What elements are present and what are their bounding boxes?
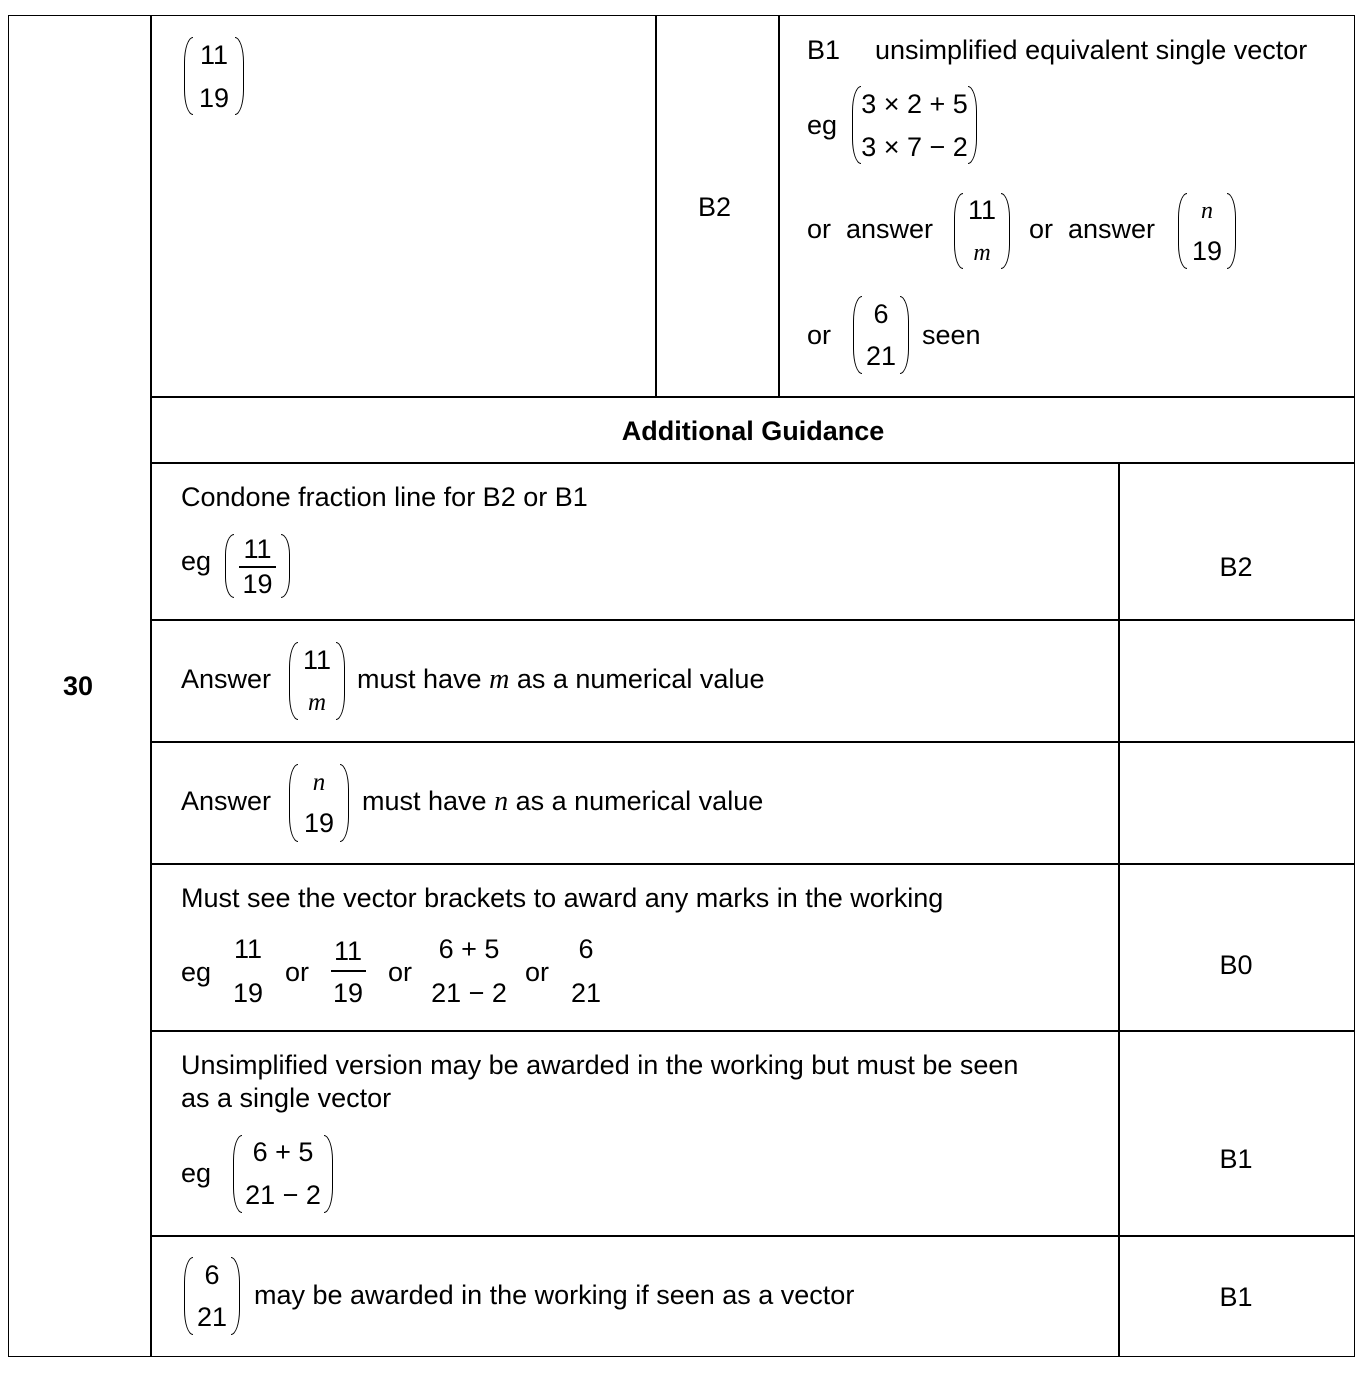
- guidance-5-text-line2: as a single vector: [181, 1083, 392, 1113]
- guidance-5-vector-top: 6 + 5: [252, 1137, 314, 1167]
- divider: [150, 1235, 1355, 1237]
- guidance-3-vector: [289, 764, 349, 842]
- guidance-6-vector-bottom: 21: [196, 1302, 228, 1332]
- or-3: or: [525, 957, 550, 987]
- or-answer-label: or answer: [807, 214, 934, 244]
- divider: [150, 396, 1355, 398]
- guidance-3-suffix-a: must have: [362, 786, 487, 816]
- alt-vector-6-21-top: 6: [873, 299, 889, 329]
- guidance-2-vector: [289, 642, 345, 720]
- ex4-top: 6: [578, 934, 594, 964]
- ex3-bottom: 21 − 2: [431, 978, 507, 1008]
- divider: [150, 1030, 1355, 1032]
- or-label: or: [807, 320, 832, 350]
- guidance-3-vector-bottom: 19: [303, 808, 335, 838]
- alt-vector-m-top: 11: [967, 195, 997, 225]
- guidance-3-suffix-b: as a numerical value: [515, 786, 764, 816]
- alt-vector-n-bottom: 19: [1191, 236, 1223, 266]
- or-1: or: [285, 957, 310, 987]
- guidance-3-prefix: Answer: [181, 786, 272, 816]
- guidance-2-suffix-b: as a numerical value: [516, 664, 765, 694]
- guidance-2-vector-top: 11: [302, 645, 332, 675]
- divider: [150, 863, 1355, 865]
- guidance-5-vector: [233, 1135, 333, 1213]
- guidance-5-mark: B1: [1219, 1144, 1253, 1174]
- guidance-1-eg: eg: [181, 546, 212, 576]
- guidance-3-suffix: [362, 788, 763, 816]
- mark-cell: B2: [698, 192, 732, 222]
- ex1-bottom: 19: [232, 978, 264, 1008]
- ex1-top: 11: [233, 934, 263, 964]
- answer-top: 11: [199, 40, 229, 70]
- or-answer-label: or answer: [1029, 214, 1156, 244]
- divider: [655, 15, 657, 397]
- b1-description: unsimplified equivalent single vector: [875, 35, 1308, 65]
- guidance-1-mark: B2: [1219, 552, 1253, 582]
- guidance-header: Additional Guidance: [621, 416, 885, 446]
- guidance-4-mark: B0: [1219, 950, 1253, 980]
- divider: [778, 15, 780, 397]
- guidance-3-vector-top: n: [312, 769, 326, 796]
- or-2: or: [388, 957, 413, 987]
- b1-eg-label: eg: [807, 110, 838, 140]
- divider: [150, 619, 1355, 621]
- ex2-bottom: 19: [332, 978, 364, 1008]
- divider: [150, 741, 1355, 743]
- ex2-fraction-line: [331, 970, 366, 972]
- answer-vector: [184, 37, 244, 115]
- guidance-5-vector-bottom: 21 − 2: [245, 1180, 321, 1210]
- divider: [150, 462, 1355, 464]
- guidance-6-mark: B1: [1219, 1282, 1253, 1312]
- guidance-2-var: m: [489, 664, 510, 695]
- fraction-line: [239, 566, 276, 568]
- b1-eg-bottom: 3 × 7 − 2: [861, 132, 968, 162]
- guidance-6-vector: [184, 1257, 240, 1335]
- ex4-bottom: 21: [570, 978, 602, 1008]
- ex3-top: 6 + 5: [438, 934, 500, 964]
- b1-eg-vector: [852, 86, 977, 164]
- seen-label: seen: [922, 320, 981, 350]
- guidance-2-suffix: [357, 666, 764, 694]
- divider: [150, 15, 152, 1357]
- b1-eg-top: 3 × 2 + 5: [861, 89, 968, 119]
- guidance-4-text: Must see the vector brackets to award any marks in the working: [181, 883, 944, 913]
- guidance-3-var: n: [494, 786, 509, 817]
- guidance-1-text: Condone fraction line for B2 or B1: [181, 482, 588, 512]
- alt-vector-m: [954, 193, 1010, 269]
- guidance-2-vector-bottom: m: [307, 689, 327, 716]
- fraction-bottom: 19: [242, 569, 273, 599]
- divider: [1118, 462, 1120, 1357]
- fraction-vector: [225, 534, 290, 598]
- b1-code: B1: [807, 35, 841, 65]
- guidance-2-prefix: Answer: [181, 664, 272, 694]
- alt-vector-6-21: [853, 296, 909, 374]
- alt-vector-6-21-bottom: 21: [865, 341, 897, 371]
- ex2-top: 11: [333, 936, 363, 966]
- question-number: 30: [63, 671, 94, 701]
- alt-vector-m-bottom: m: [973, 240, 991, 266]
- guidance-6-vector-top: 6: [204, 1260, 220, 1290]
- alt-vector-n-top: n: [1201, 198, 1213, 224]
- guidance-5-text-line1: Unsimplified version may be awarded in the working but must be seen: [181, 1050, 1019, 1080]
- answer-bottom: 19: [198, 83, 230, 113]
- fraction-top: 11: [243, 534, 272, 564]
- guidance-5-eg: eg: [181, 1158, 212, 1188]
- guidance-4-eg: eg: [181, 957, 212, 987]
- guidance-2-suffix-a: must have: [357, 664, 482, 694]
- alt-vector-n: [1178, 193, 1236, 269]
- guidance-6-text: may be awarded in the working if seen as a vector: [254, 1280, 855, 1310]
